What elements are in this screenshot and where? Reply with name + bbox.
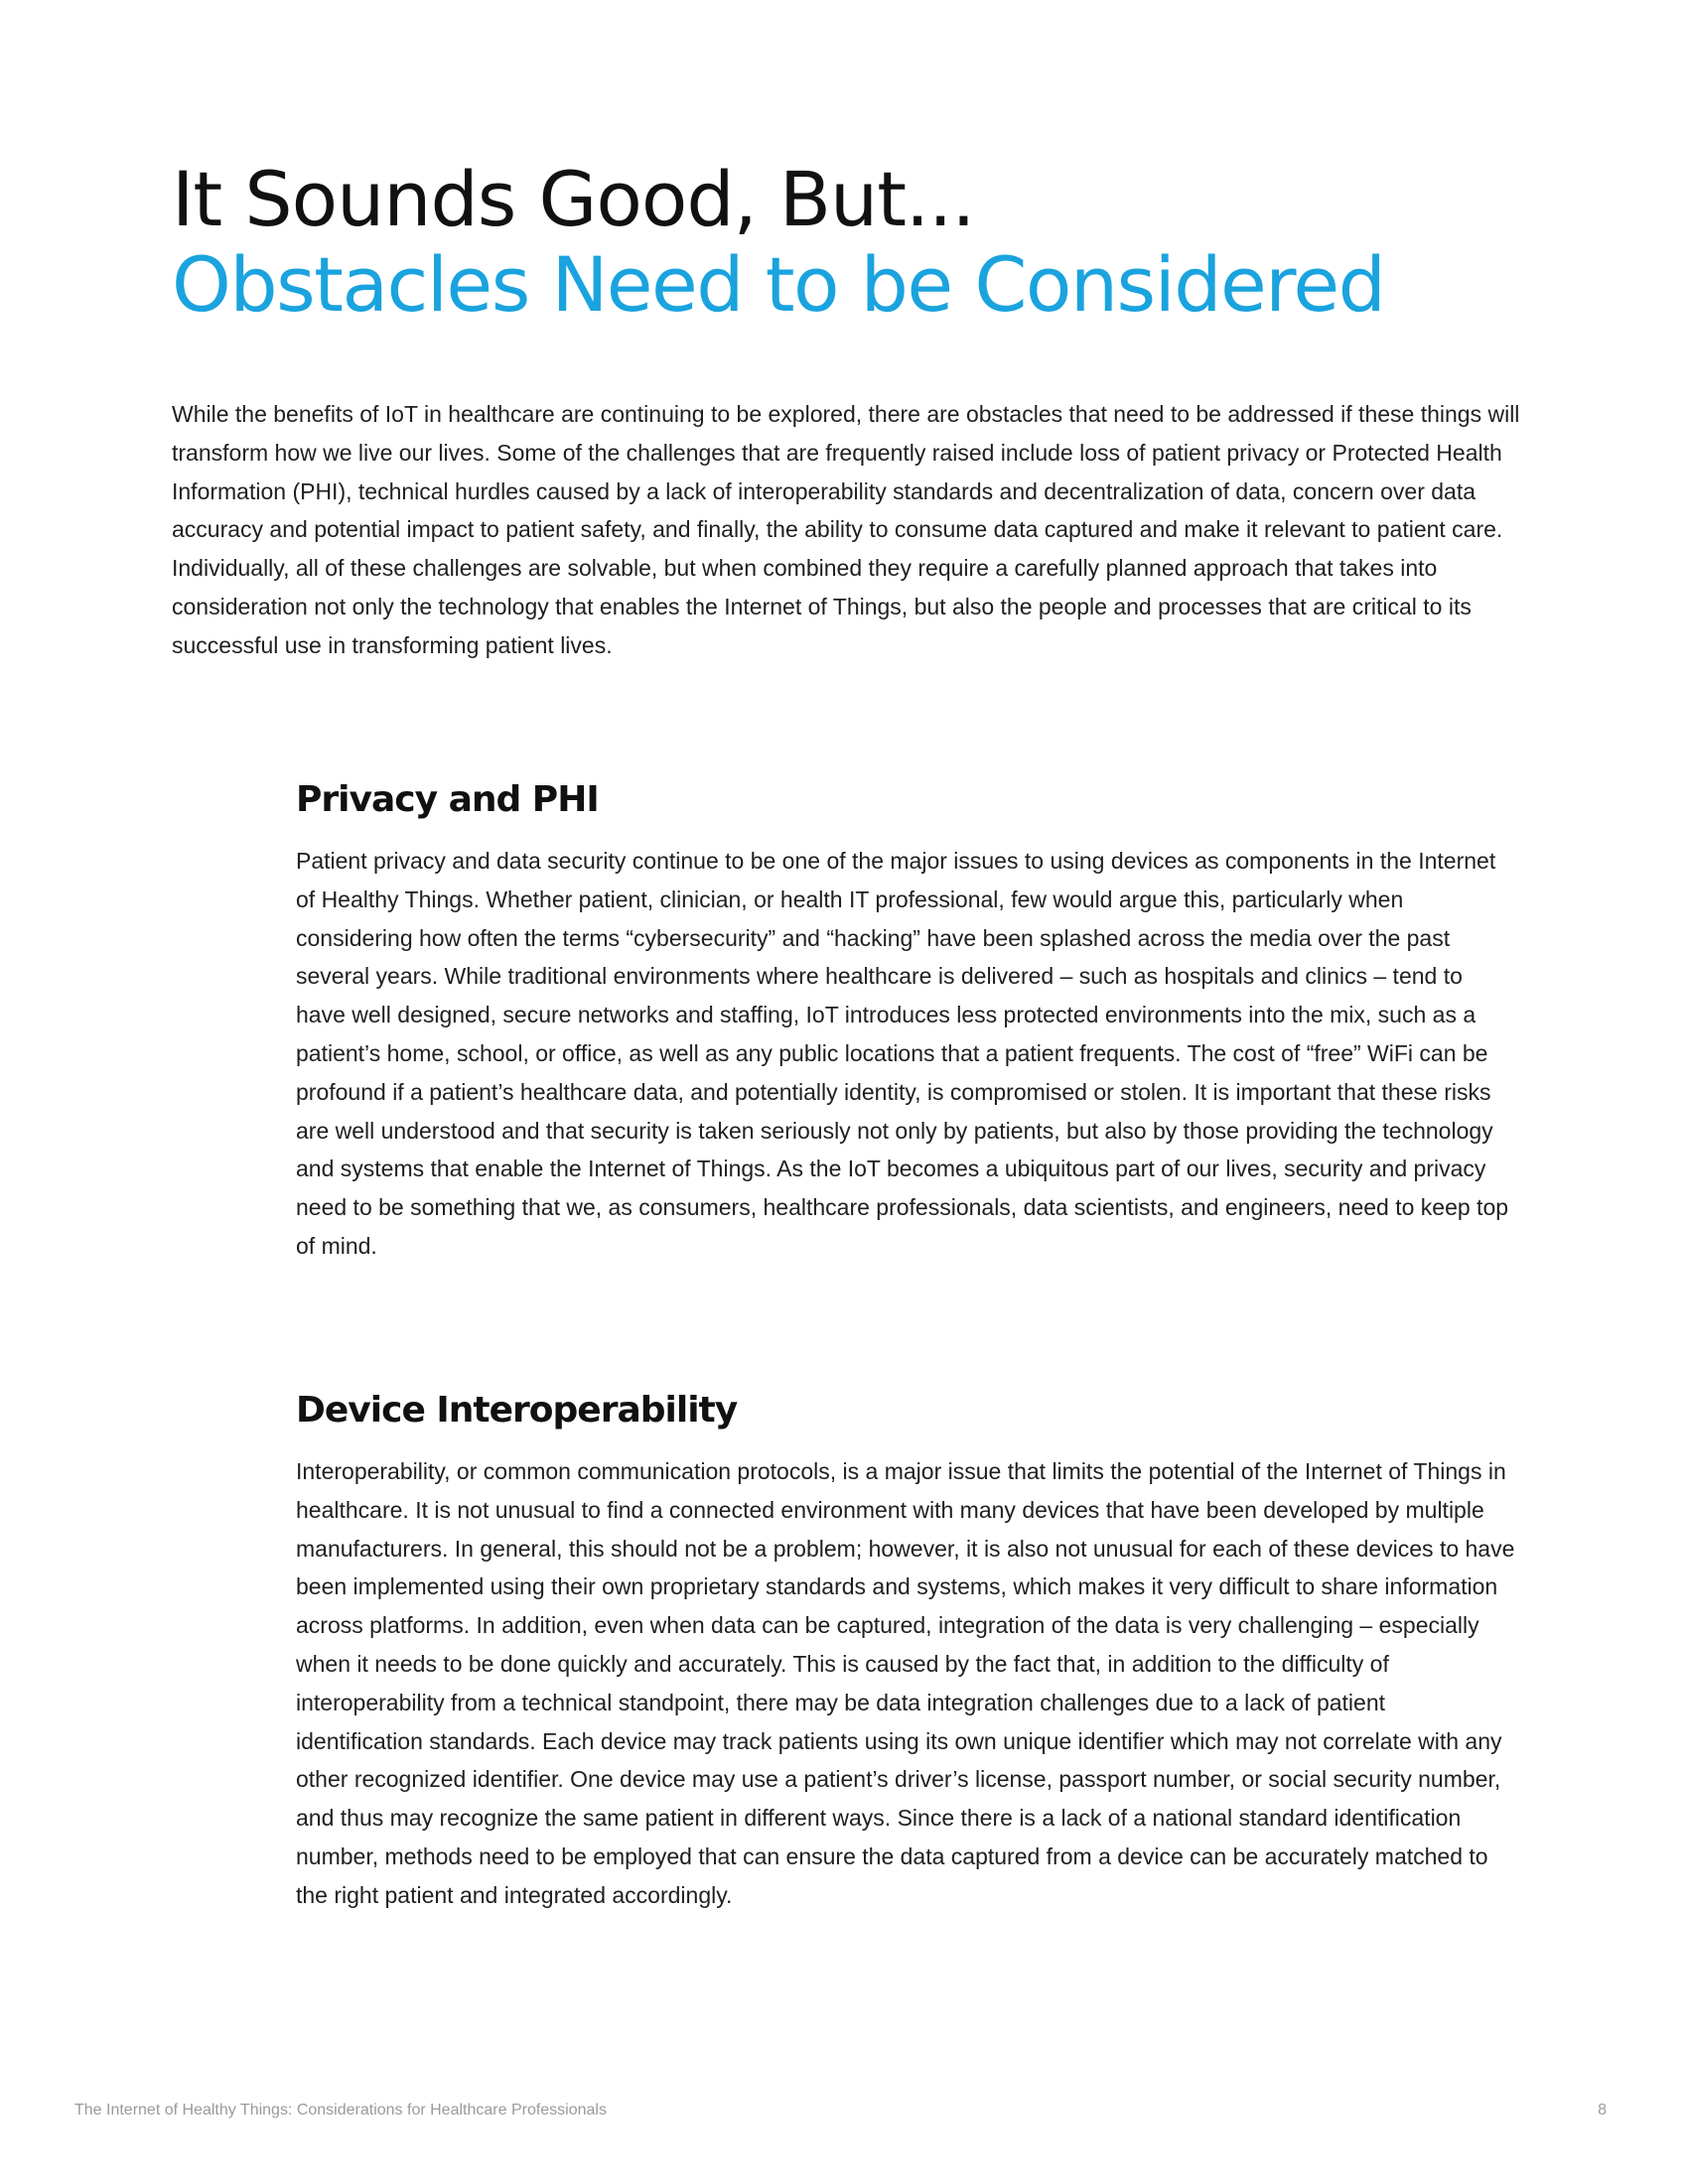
section-body: Patient privacy and data security continue to be one of the major issues to using devices as components in the Internet of Healthy Things. Whether patient, clinician, or health IT professional, few would argue this, particularly when considering how often the terms “cybersecurity” and “hacking” have been splashed across the media over the past several years. While traditional environments where healthcare is delivered – such as hospitals and clinics – tend to have well designed, secure networks and staffing, IoT introduces less protected environments into the mix, such as a patient’s home, school, or office, as well as any public locations that a patient frequents. The cost of “free” WiFi can be profound if a patient’s healthcare data, and potentially identity, is compromised or stolen. It is important that these risks are well understood and that security is taken seriously not only by patients, but also by those providing the technology and systems that enable the Internet of Things. As the IoT becomes a ubiquitous part of our lives, security and privacy need to be something that we, as consumers, healthcare professionals, data scientists, and engineers, need to keep top of mind. <box>296 848 1509 1259</box>
section-device-interoperability <box>296 1389 1517 1915</box>
section-heading: Device Interoperability <box>296 1390 738 1431</box>
section-body: Interoperability, or common communication protocols, is a major issue that limits the potential of the Internet of Things in healthcare. It is not unusual to find a connected environment with many devices that have been developed by multiple manufacturers. In general, this should not be a problem; however, it is also not unusual for each of these devices to have been implemented using their own proprietary standards and systems, which makes it very difficult to share information across platforms. In addition, even when data can be captured, integration of the data is very challenging – especially when it needs to be done quickly and accurately. This is caused by the fact that, in addition to the difficulty of interoperability from a technical standpoint, there may be data integration challenges due to a lack of patient identification standards. Each device may track patients using its own unique identifier which may not correlate with any other recognized identifier. One device may use a patient’s driver’s license, passport number, or social security number, and thus may recognize the same patient in different ways. Since there is a lack of a national standard identification number, methods need to be employed that can ensure the data captured from a device can be accurately matched to the right patient and integrated accordingly. <box>296 1458 1515 1908</box>
footer-page-number: 8 <box>1598 2102 1607 2118</box>
title-line-accent: Obstacles Need to be Considered <box>172 240 1385 329</box>
footer-document-title: The Internet of Healthy Things: Considerations for Healthcare Professionals <box>74 2102 607 2118</box>
title-line-primary: It Sounds Good, But... <box>172 155 975 243</box>
intro-paragraph: While the benefits of IoT in healthcare are continuing to be explored, there are obstacles that need to be addressed if these things will transform how we live our lives. Some of the challenges that are frequently raised include loss of patient privacy or Protected Health Information (PHI), technical hurdles caused by a lack of interoperability standards and decentralization of data, concern over data accuracy and potential impact to patient safety, and finally, the ability to consume data captured and make it relevant to patient care. Individually, all of these challenges are solvable, but when combined they require a carefully planned approach that takes into consideration not only the technology that enables the Internet of Things, but also the people and processes that are critical to its successful use in transforming patient lives. <box>172 401 1520 658</box>
section-privacy-phi <box>296 778 1517 1266</box>
page-title <box>172 157 1562 328</box>
section-heading: Privacy and PHI <box>296 779 599 820</box>
